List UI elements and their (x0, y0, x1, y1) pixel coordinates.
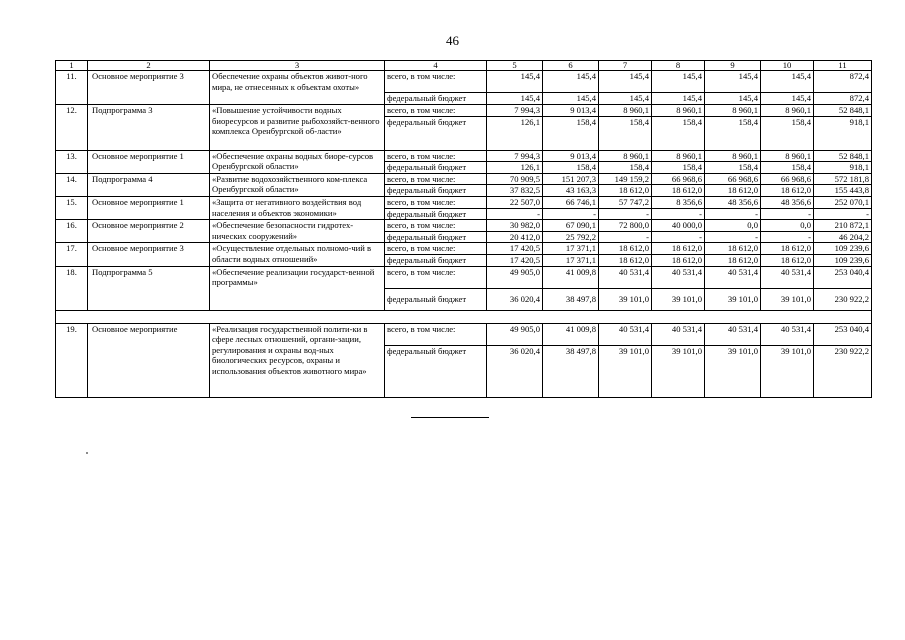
value-cell: 36 020,4 (487, 288, 543, 310)
value-cell: 18 612,0 (761, 254, 814, 266)
value-cell: 46 204,2 (814, 231, 872, 243)
header-cell: 10 (761, 61, 814, 71)
value-cell: 145,4 (761, 93, 814, 105)
table-row (56, 105, 872, 117)
value-cell: 145,4 (705, 93, 761, 105)
value-cell: 17 420,5 (487, 254, 543, 266)
value-cell: 230 922,2 (814, 345, 872, 397)
funding-federal-label: федеральный бюджет (385, 116, 487, 150)
value-cell: 158,4 (652, 162, 705, 174)
program-name: Подпрограмма 3 (88, 105, 210, 151)
funding-federal-label: федеральный бюджет (385, 162, 487, 174)
value-cell: 17 420,5 (487, 243, 543, 255)
value-cell: 8 960,1 (599, 150, 652, 162)
table-row (56, 150, 872, 162)
value-cell: 40 000,0 (652, 220, 705, 232)
program-name: Основное мероприятие 3 (88, 243, 210, 266)
value-cell: 72 800,0 (599, 220, 652, 232)
funding-federal-label: федеральный бюджет (385, 208, 487, 220)
value-cell: 253 040,4 (814, 266, 872, 288)
budget-table (55, 60, 872, 398)
program-description: «Обеспечение реализации государст-венной программы» (210, 266, 385, 310)
value-cell: 17 371,1 (543, 254, 599, 266)
row-number: 18. (56, 266, 88, 310)
value-cell: 66 746,1 (543, 196, 599, 208)
header-cell: 7 (599, 61, 652, 71)
value-cell: 38 497,8 (543, 345, 599, 397)
funding-total-label: всего, в том числе: (385, 266, 487, 288)
table-row (56, 173, 872, 185)
program-description: «Реализация государственной полити-ки в сфере лесных отношений, органи-зации, регулирования и охраны вод-ных биологических ресурсов, охраны и использования объектов животного мира» (210, 323, 385, 397)
value-cell: 8 960,1 (761, 150, 814, 162)
value-cell: 210 872,1 (814, 220, 872, 232)
value-cell: 37 832,5 (487, 185, 543, 197)
value-cell: 158,4 (761, 116, 814, 150)
row-number: 17. (56, 243, 88, 266)
row-number: 12. (56, 105, 88, 151)
value-cell: 8 960,1 (652, 150, 705, 162)
value-cell: 8 960,1 (761, 105, 814, 117)
value-cell: 39 101,0 (652, 288, 705, 310)
value-cell: 52 848,1 (814, 105, 872, 117)
row-number: 19. (56, 323, 88, 397)
value-cell: - (652, 208, 705, 220)
value-cell: 18 612,0 (652, 243, 705, 255)
value-cell: 158,4 (543, 162, 599, 174)
header-cell: 4 (385, 61, 487, 71)
value-cell: - (599, 208, 652, 220)
header-cell: 1 (56, 61, 88, 71)
value-cell: 66 968,6 (652, 173, 705, 185)
value-cell: 66 968,6 (761, 173, 814, 185)
header-cell: 11 (814, 61, 872, 71)
table-row (56, 196, 872, 208)
program-description: «Защита от негативного воздействия вод населения и объектов экономики» (210, 196, 385, 219)
program-description: «Развитие водохозяйственного ком-плекса Оренбургской области» (210, 173, 385, 196)
value-cell: 48 356,6 (705, 196, 761, 208)
value-cell: 158,4 (761, 162, 814, 174)
value-cell: 872,4 (814, 93, 872, 105)
value-cell: 39 101,0 (705, 345, 761, 397)
value-cell: 0,0 (705, 220, 761, 232)
value-cell: 30 982,0 (487, 220, 543, 232)
value-cell: 572 181,8 (814, 173, 872, 185)
value-cell: 8 960,1 (652, 105, 705, 117)
value-cell: 252 070,1 (814, 196, 872, 208)
value-cell: - (599, 231, 652, 243)
value-cell: 145,4 (543, 71, 599, 93)
value-cell: 67 090,1 (543, 220, 599, 232)
row-number: 14. (56, 173, 88, 196)
scan-dot (86, 452, 88, 454)
value-cell: 9 013,4 (543, 105, 599, 117)
value-cell: 49 905,0 (487, 266, 543, 288)
value-cell: 8 356,6 (652, 196, 705, 208)
program-description: «Обеспечение безопасности гидротех-нических сооружений» (210, 220, 385, 243)
value-cell: 41 009,8 (543, 323, 599, 345)
program-name: Основное мероприятие 1 (88, 150, 210, 173)
funding-federal-label: федеральный бюджет (385, 93, 487, 105)
table-gap (56, 310, 872, 323)
row-number: 11. (56, 71, 88, 105)
value-cell: 20 412,0 (487, 231, 543, 243)
value-cell: 40 531,4 (652, 323, 705, 345)
value-cell: 43 163,3 (543, 185, 599, 197)
value-cell: 39 101,0 (652, 345, 705, 397)
value-cell: 145,4 (599, 71, 652, 93)
value-cell: 18 612,0 (705, 254, 761, 266)
value-cell: 57 747,2 (599, 196, 652, 208)
row-number: 13. (56, 150, 88, 173)
value-cell: 8 960,1 (705, 150, 761, 162)
value-cell: 158,4 (705, 116, 761, 150)
value-cell: - (705, 208, 761, 220)
value-cell: 41 009,8 (543, 266, 599, 288)
funding-federal-label: федеральный бюджет (385, 254, 487, 266)
header-cell: 6 (543, 61, 599, 71)
value-cell: 39 101,0 (761, 288, 814, 310)
table-row (56, 243, 872, 255)
header-row (56, 61, 872, 71)
value-cell: 918,1 (814, 162, 872, 174)
value-cell: 66 968,6 (705, 173, 761, 185)
value-cell: 22 507,0 (487, 196, 543, 208)
row-number: 16. (56, 220, 88, 243)
program-name: Основное мероприятие 2 (88, 220, 210, 243)
value-cell: - (814, 208, 872, 220)
value-cell: 40 531,4 (652, 266, 705, 288)
value-cell: 7 994,3 (487, 105, 543, 117)
value-cell: - (761, 231, 814, 243)
value-cell: 18 612,0 (705, 185, 761, 197)
header-cell: 3 (210, 61, 385, 71)
value-cell: 40 531,4 (761, 266, 814, 288)
value-cell: 18 612,0 (599, 243, 652, 255)
value-cell: 872,4 (814, 71, 872, 93)
value-cell: 126,1 (487, 162, 543, 174)
value-cell: 158,4 (599, 116, 652, 150)
value-cell: 18 612,0 (599, 254, 652, 266)
funding-total-label: всего, в том числе: (385, 323, 487, 345)
value-cell: - (761, 208, 814, 220)
header-cell: 5 (487, 61, 543, 71)
funding-total-label: всего, в том числе: (385, 243, 487, 255)
value-cell: 49 905,0 (487, 323, 543, 345)
program-description: «Повышение устойчивости водных биоресурсов и развитие рыбохозяйст-венного комплекса Оренбургской об-ласти» (210, 105, 385, 151)
value-cell: 39 101,0 (599, 345, 652, 397)
value-cell: 230 922,2 (814, 288, 872, 310)
value-cell: 70 909,5 (487, 173, 543, 185)
funding-total-label: всего, в том числе: (385, 173, 487, 185)
value-cell: 17 371,1 (543, 243, 599, 255)
value-cell: 48 356,6 (761, 196, 814, 208)
value-cell: 109 239,6 (814, 254, 872, 266)
table-row (56, 71, 872, 93)
value-cell: 109 239,6 (814, 243, 872, 255)
program-name: Подпрограмма 5 (88, 266, 210, 310)
value-cell: 40 531,4 (761, 323, 814, 345)
value-cell: 40 531,4 (599, 323, 652, 345)
row-number: 15. (56, 196, 88, 219)
program-description: «Обеспечение охраны водных биоре-сурсов Оренбургской области» (210, 150, 385, 173)
value-cell: 149 159,2 (599, 173, 652, 185)
funding-federal-label: федеральный бюджет (385, 288, 487, 310)
value-cell: 40 531,4 (705, 266, 761, 288)
table-row (56, 323, 872, 345)
separator-line (411, 417, 489, 418)
value-cell: 126,1 (487, 116, 543, 150)
funding-federal-label: федеральный бюджет (385, 231, 487, 243)
program-description: «Осуществление отдельных полномо-чий в области водных отношений» (210, 243, 385, 266)
value-cell: 38 497,8 (543, 288, 599, 310)
value-cell: 8 960,1 (705, 105, 761, 117)
funding-federal-label: федеральный бюджет (385, 345, 487, 397)
table-row (56, 220, 872, 232)
value-cell: 145,4 (761, 71, 814, 93)
value-cell: 151 207,3 (543, 173, 599, 185)
value-cell: 36 020,4 (487, 345, 543, 397)
gap-cell (56, 310, 872, 323)
value-cell: 158,4 (652, 116, 705, 150)
value-cell: 25 792,2 (543, 231, 599, 243)
value-cell: 145,4 (487, 71, 543, 93)
value-cell: 40 531,4 (599, 266, 652, 288)
value-cell: 918,1 (814, 116, 872, 150)
program-name: Подпрограмма 4 (88, 173, 210, 196)
value-cell: 253 040,4 (814, 323, 872, 345)
funding-total-label: всего, в том числе: (385, 220, 487, 232)
header-cell: 9 (705, 61, 761, 71)
value-cell: 8 960,1 (599, 105, 652, 117)
value-cell: 158,4 (543, 116, 599, 150)
header-cell: 8 (652, 61, 705, 71)
funding-total-label: всего, в том числе: (385, 105, 487, 117)
value-cell: 9 013,4 (543, 150, 599, 162)
value-cell: 52 848,1 (814, 150, 872, 162)
value-cell: 145,4 (487, 93, 543, 105)
value-cell: 39 101,0 (761, 345, 814, 397)
value-cell: 0,0 (761, 220, 814, 232)
value-cell: - (652, 231, 705, 243)
value-cell: 18 612,0 (599, 185, 652, 197)
value-cell: 18 612,0 (705, 243, 761, 255)
value-cell: - (543, 208, 599, 220)
value-cell: - (705, 231, 761, 243)
program-name: Основное мероприятие 3 (88, 71, 210, 105)
value-cell: 7 994,3 (487, 150, 543, 162)
funding-total-label: всего, в том числе: (385, 150, 487, 162)
value-cell: 39 101,0 (599, 288, 652, 310)
value-cell: 155 443,8 (814, 185, 872, 197)
program-description: Обеспечение охраны объектов живот-ного мира, не отнесенных к объектам охоты» (210, 71, 385, 105)
value-cell: 145,4 (543, 93, 599, 105)
value-cell: 18 612,0 (761, 185, 814, 197)
header-cell: 2 (88, 61, 210, 71)
table-row (56, 266, 872, 288)
value-cell: 18 612,0 (652, 185, 705, 197)
value-cell: 158,4 (599, 162, 652, 174)
program-name: Основное мероприятие 1 (88, 196, 210, 219)
funding-total-label: всего, в том числе: (385, 71, 487, 93)
funding-federal-label: федеральный бюджет (385, 185, 487, 197)
value-cell: - (487, 208, 543, 220)
value-cell: 145,4 (652, 93, 705, 105)
program-name: Основное мероприятие (88, 323, 210, 397)
value-cell: 145,4 (652, 71, 705, 93)
value-cell: 18 612,0 (652, 254, 705, 266)
value-cell: 18 612,0 (761, 243, 814, 255)
value-cell: 145,4 (599, 93, 652, 105)
value-cell: 39 101,0 (705, 288, 761, 310)
value-cell: 158,4 (705, 162, 761, 174)
value-cell: 145,4 (705, 71, 761, 93)
value-cell: 40 531,4 (705, 323, 761, 345)
page-number: 46 (446, 33, 459, 48)
funding-total-label: всего, в том числе: (385, 196, 487, 208)
